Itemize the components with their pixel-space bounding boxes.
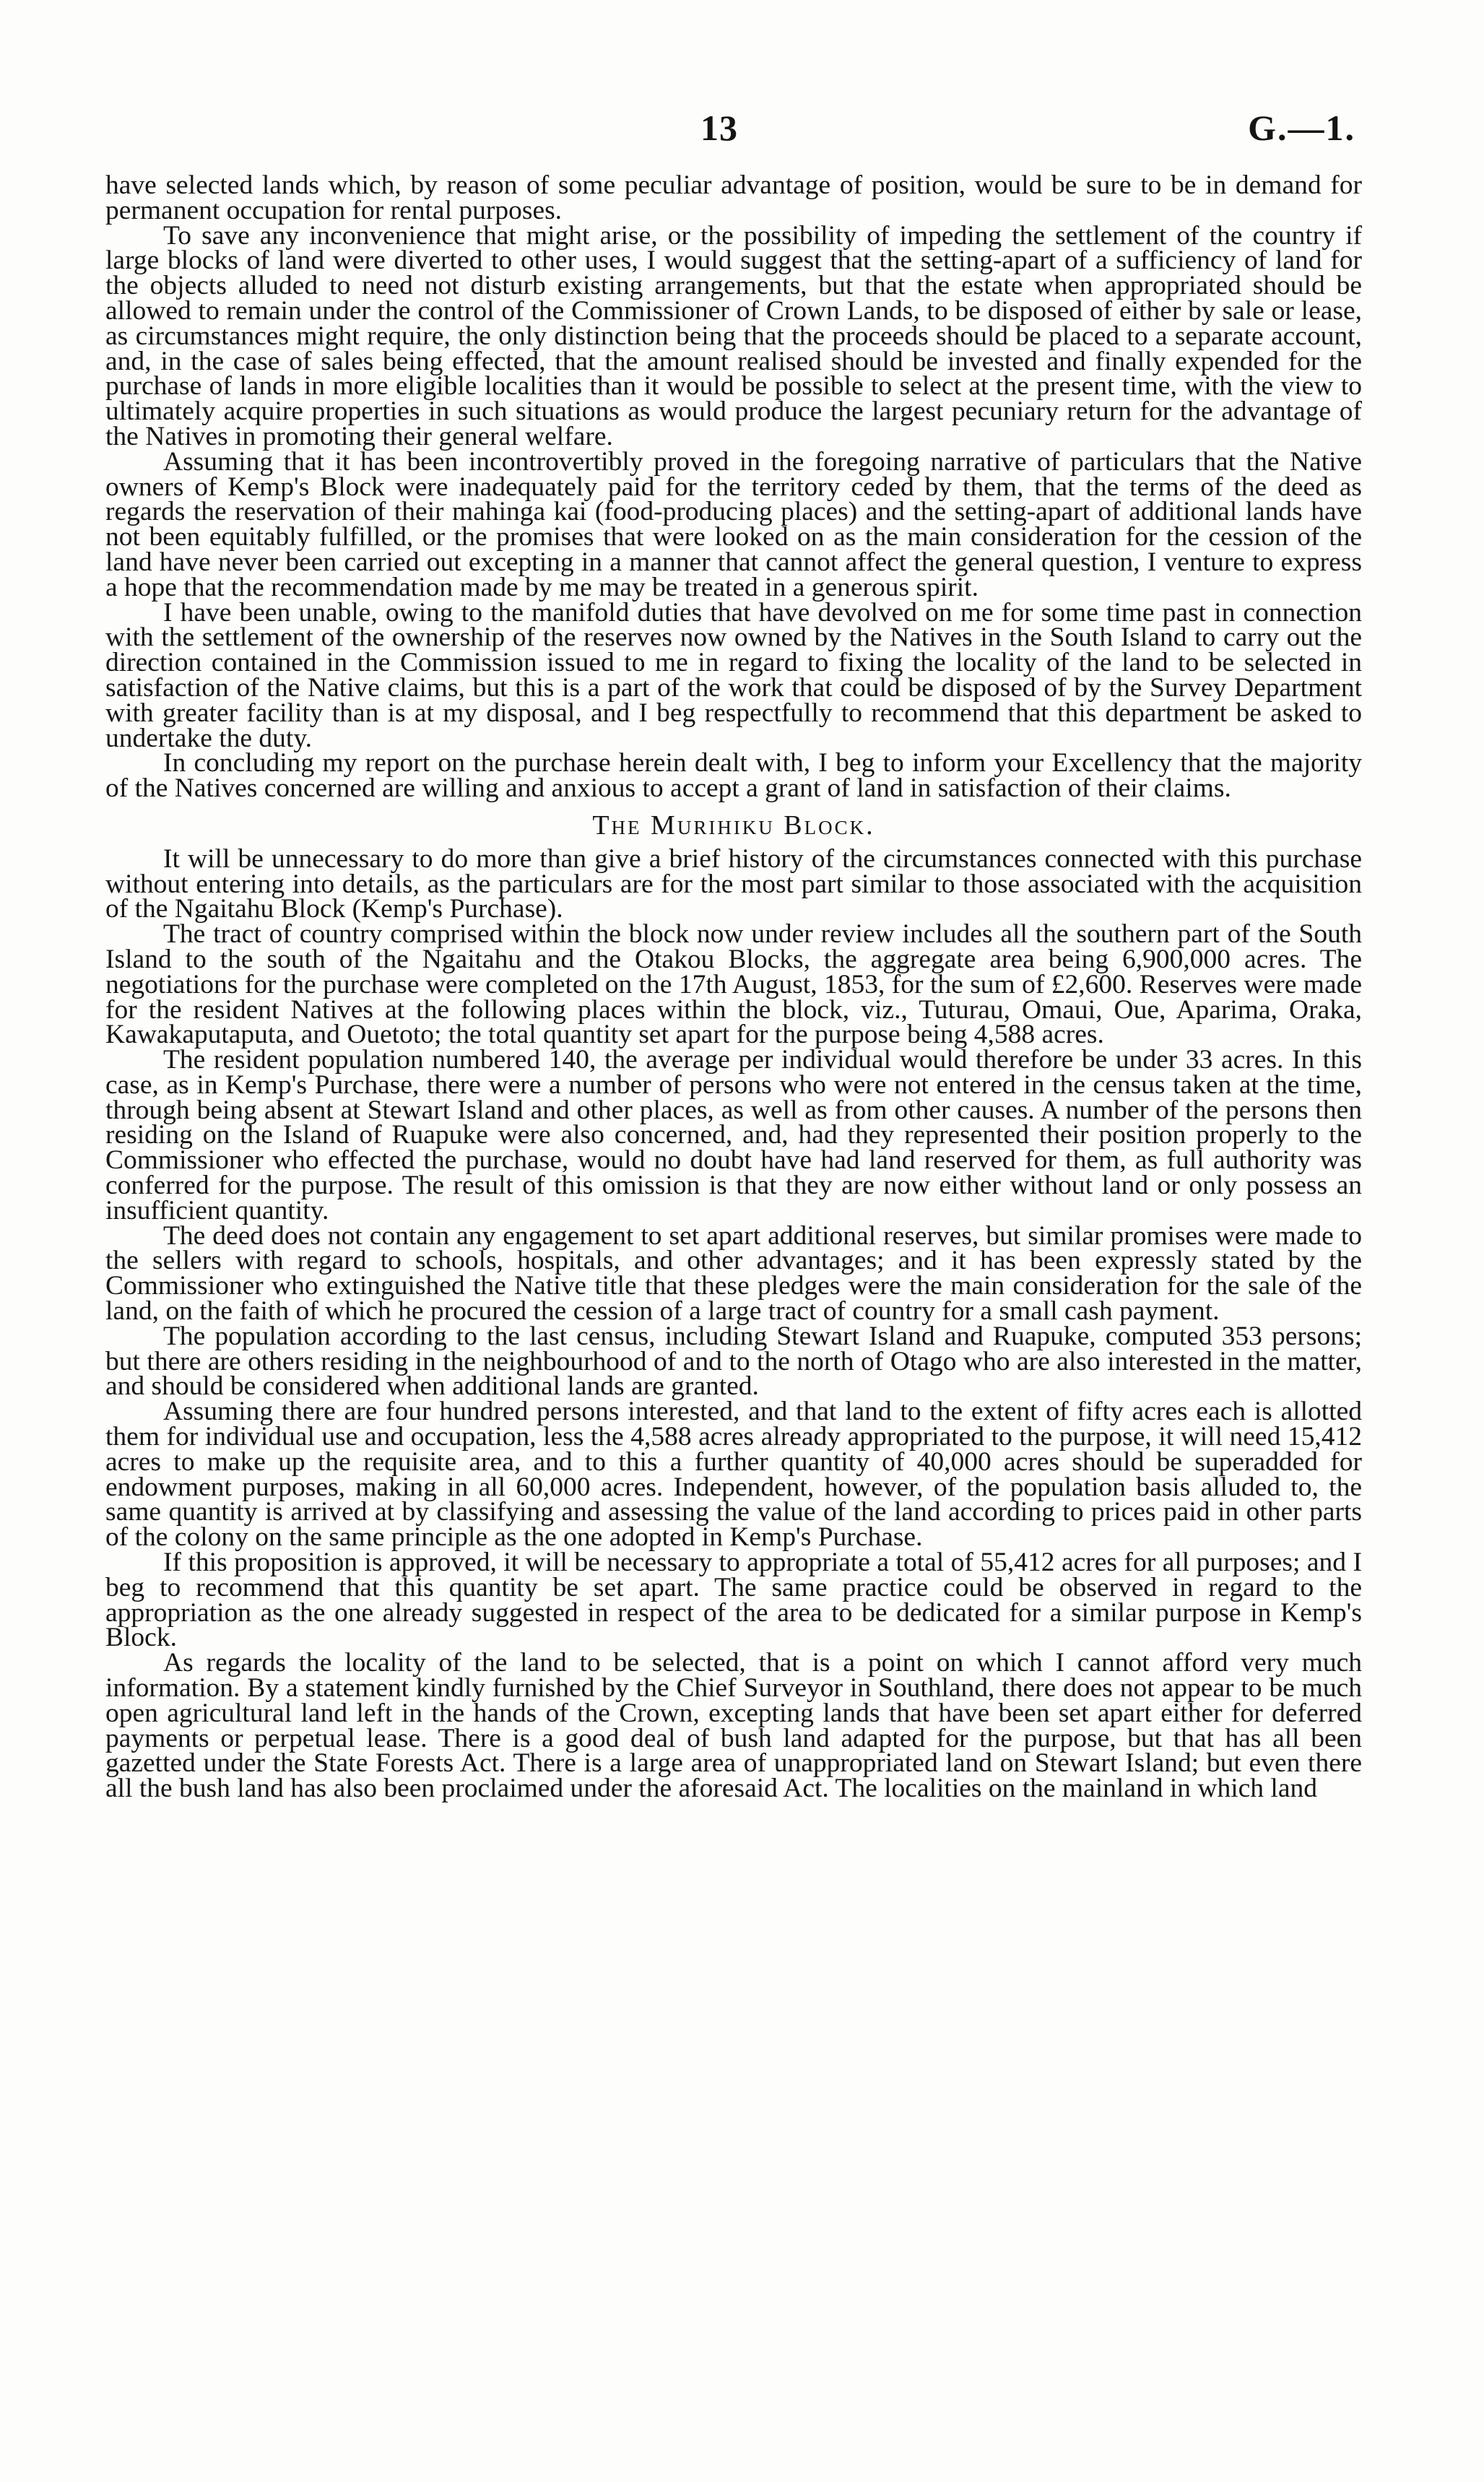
paragraph: Assuming that it has been incontrovertibly proved in the foregoing narrative of particulars that the Native owners of Kemp's Block were inadequately paid for the territory ceded by them, that the terms of the deed as regards the reservation of their mahinga kai (food-producing places) and the setting-apart of additional lands have not been equitably fulfilled, or the promises that were looked on as the main consideration for the cession of the land have never been carried out excepting in a manner that cannot affect the general question, I venture to express a hope that the recommendation made by me may be treated in a generous spirit. (105, 446, 1362, 602)
paragraph: I have been unable, owing to the manifold duties that have devolved on me for some time past in connection with the settlement of the ownership of the reserves now owned by the Natives in the South Island to carry out the direction contained in the Commission issued to me in regard to fixing the locality of the land to be selected in satisfaction of the Native claims, but this is a part of the work that could be disposed of by the Survey Department with greater facility than is at my disposal, and I beg respectfully to recommend that this department be asked to undertake the duty. (105, 597, 1362, 753)
paragraph: Assuming there are four hundred persons interested, and that land to the extent of fifty acres each is allotted them for individual use and occupation, less the 4,588 acres already appropriated to the purpose, it will need 15,412 acres to make up the requisite area, and to this a further quantity of 40,000 acres should be superadded for endowment purposes, making in all 60,000 acres. Independent, however, of the population basis alluded to, the same quantity is arrived at by classifying and assessing the value of the land according to prices paid in other parts of the colony on the same principle as the one adopted in Kemp's Purchase. (105, 1397, 1362, 1553)
paragraph: As regards the locality of the land to be selected, that is a point on which I cannot afford very much information. By a statement kindly furnished by the Chief Surveyor in Southland, there does not appear to be much open agricultural land left in the hands of the Crown, excepting lands that have been set apart either for deferred payments or perpetual lease. There is a good deal of bush land adapted for the purpose, but that has all been gazetted under the State Forests Act. There is a large area of unappropriated land on Stewart Island; but even there all the bush land has also been proclaimed under the aforesaid Act. The localities on the mainland in which land (105, 1648, 1362, 1804)
paragraph: The tract of country comprised within the block now under review includes all the southern part of the South Island to the south of the Ngaitahu and the Otakou Blocks, the aggregate area being 6,900,000 acres. The negotiations for the purchase were completed on the 17th August, 1853, for the sum of £2,600. Reserves were made for the resident Natives at the following places within the block, viz., Tuturau, Omaui, Oue, Aparima, Oraka, Kawakaputaputa, and Ouetoto; the total quantity set apart for the purpose being 4,588 acres. (105, 919, 1362, 1050)
paragraph: It will be unnecessary to do more than give a brief history of the circumstances connected with this purchase without entering into details, as the particulars are for the most part similar to those associated with the acquisition of the Ngaitahu Block (Kemp's Purchase). (105, 843, 1362, 924)
paragraph: In concluding my report on the purchase herein dealt with, I beg to inform your Excellency that the majority of the Natives concerned are willing and anxious to accept a grant of land in satisfaction of their claims. (105, 748, 1362, 804)
paragraph: The deed does not contain any engagement to set apart additional reserves, but similar promises were made to the sellers with regard to schools, hospitals, and other advantages; and it has been expressly stated by the Commissioner who extinguished the Native title that these pledges were the main consideration for the sale of the land, on the faith of which he procured the cession of a large tract of country for a small cash payment. (105, 1220, 1362, 1327)
paragraph: The population according to the last census, including Stewart Island and Ruapuke, computed 353 persons; but there are others residing in the neighbourhood of and to the north of Otago who are also interested in the matter, and should be considered when additional lands are granted. (105, 1321, 1362, 1402)
page-header (0, 107, 1484, 157)
document-reference: G.—1. (1248, 108, 1355, 148)
paragraph: have selected lands which, by reason of some peculiar advantage of position, would be sure to be in demand for permanent occupation for rental purposes. (105, 170, 1362, 225)
body-text (105, 170, 1362, 1804)
paragraph: To save any inconvenience that might arise, or the possibility of impeding the settlement of the country if large blocks of land were diverted to other uses, I would suggest that the setting-apart of a sufficiency of land for the objects alluded to need not disturb existing arrangements, but that the estate when appropriated should be allowed to remain under the control of the Commissioner of Crown Lands, to be disposed of either by sale or lease, as circumstances might require, the only distinction being that the proceeds should be placed to a separate account, and, in the case of sales being effected, that the amount realised should be invested and finally expended for the purchase of lands in more eligible localities than it would be possible to select at the present time, with the view to ultimately acquire properties in such situations as would produce the largest pecuniary return for the advantage of the Natives in promoting their general welfare. (105, 220, 1362, 451)
page-number: 13 (700, 108, 738, 148)
paragraph: The resident population numbered 140, the average per individual would therefore be under 33 acres. In this case, as in Kemp's Purchase, there were a number of persons who were not entered in the census taken at the time, through being absent at Stewart Island and other places, as well as from other causes. A number of the persons then residing on the Island of Ruapuke were also concerned, and, had they represented their position properly to the Commissioner who effected the purchase, would no doubt have had land reserved for them, as full authority was conferred for the purpose. The result of this omission is that they are now either without land or only possess an insufficient quantity. (105, 1045, 1362, 1225)
paragraph: If this proposition is approved, it will be necessary to appropriate a total of 55,412 acres for all purposes; and I beg to recommend that this quantity be set apart. The same practice could be observed in regard to the appropriation as the one already suggested in respect of the area to be dedicated for a similar purpose in Kemp's Block. (105, 1548, 1362, 1653)
section-heading: The Murihiku Block. (592, 810, 875, 841)
